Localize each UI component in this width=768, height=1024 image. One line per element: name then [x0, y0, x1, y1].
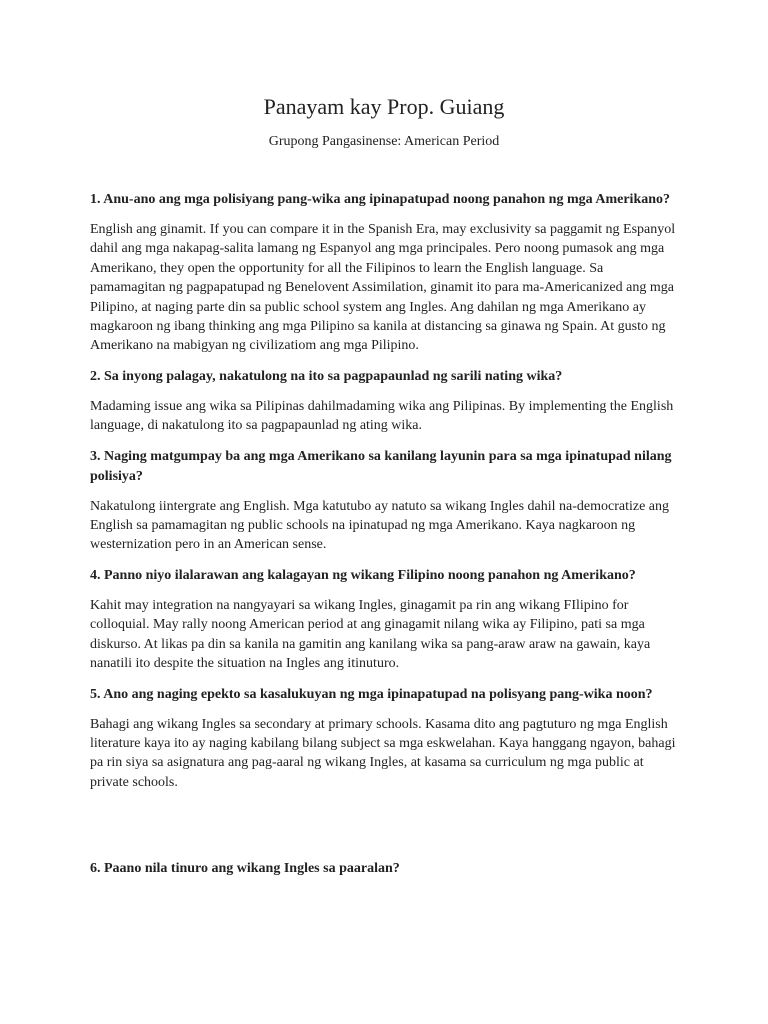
question-5: 5. Ano ang naging epekto sa kasalukuyan ng mga ipinapatupad na polisyang pang-wika noon?	[90, 686, 653, 702]
document-subtitle: Grupong Pangasinense: American Period	[268, 134, 500, 149]
answer-2: Madaming issue ang wika sa Pilipinas dahilmadaming wika ang Pilipinas. By implementing the English language, di nakatulong ito sa pagpapaunlad ng ating wika.	[90, 398, 674, 434]
blank-space	[90, 803, 680, 859]
interview-body	[90, 190, 680, 889]
answer-4: Kahit may integration na nangyayari sa wikang Ingles, ginagamit pa rin ang wikang FIlipino for colloquial. May rally noong American period at ang ginagamit nilang wika ay Filipino, pati sa mga diskurso. At likas pa din sa kanila na gamitin ang kanilang wika sa pang-araw araw na gawain, kaya nanatili ito despite the situation na Ingles ang itinuturo.	[90, 597, 651, 672]
answer-3: Nakatulong iintergrate ang English. Mga katutubo ay natuto sa wikang Ingles dahil na-democratize ang English sa pamamagitan ng public schools na ipinatupad ng mga Amerikano. Kaya nagkaroon ng westernization pero in an American sense.	[90, 498, 670, 553]
question-6: 6. Paano nila tinuro ang wikang Ingles sa paaralan?	[90, 861, 400, 877]
question-4: 4. Panno niyo ilalarawan ang kalagayan ng wikang Filipino noong panahon ng Amerikano?	[90, 567, 636, 583]
question-1: 1. Anu-ano ang mga polisiyang pang-wika ang ipinapatupad noong panahon ng mga Amerikano?	[90, 192, 671, 207]
question-2: 2. Sa inyong palagay, nakatulong na ito sa pagpapaunlad ng sarili nating wika?	[90, 368, 563, 384]
question-3: 3. Naging matgumpay ba ang mga Amerikano sa kanilang layunin para sa mga ipinatupad nilang polisiya?	[90, 448, 672, 484]
answer-5: Bahagi ang wikang Ingles sa secondary at primary schools. Kasama dito ang pagtuturo ng mga English literature kaya ito ay naging kabilang bilang subject sa mga eskwelahan. Kaya hanggang ngayon, bahagi pa rin siya sa asignatura ang pag-aaral ng wikang Ingles, at kasama sa curriculum ng mga public at private schools.	[90, 716, 676, 790]
answer-1: English ang ginamit. If you can compare it in the Spanish Era, may exclusivity sa paggamit ng Espanyol dahil ang mga nakapag-salita lamang ng Espanyol ang mga principales. Pero noong pumasok ang mga Amerikano, they open the opportunity for all the Filipinos to learn the English language. Sa pamamagitan ng pagpapatupad ng Benelovent Assimilation, ginamit ito para ma-Americanized ang mga Pilipino, at naging parte din sa public school system ang Ingles. Ang dahilan ng mga Amerikano ay magkaroon ng ibang thinking ang mga Pilipino sa kanila at distancing sa ginawa ng Spain. At gusto ng Amerikano na mabigyan ng civilizatiom ang mga Pilipino.	[90, 222, 676, 354]
document-title: Panayam kay Prop. Guiang	[263, 94, 505, 119]
